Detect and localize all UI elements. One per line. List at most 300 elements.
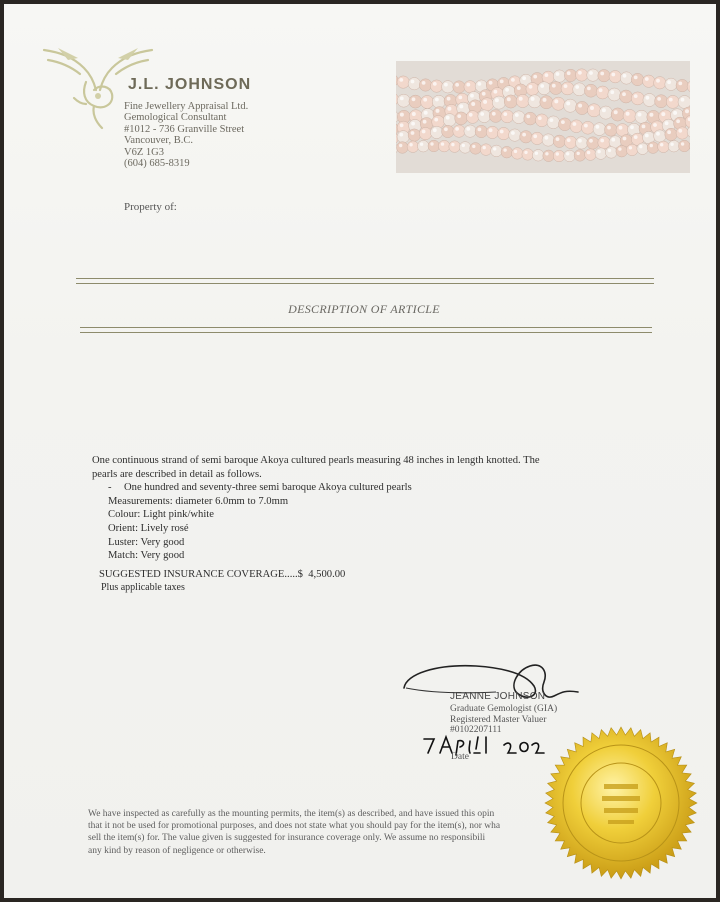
pearl-highlight bbox=[535, 152, 538, 155]
pearl bbox=[408, 129, 420, 141]
pearl-highlight bbox=[665, 121, 669, 125]
pearl bbox=[570, 120, 583, 133]
pearl bbox=[526, 83, 539, 96]
pearl-highlight bbox=[399, 133, 403, 137]
coverage-label: SUGGESTED INSURANCE COVERAGE.....$ bbox=[99, 569, 303, 580]
pearl-highlight bbox=[446, 116, 450, 120]
pearl-highlight bbox=[435, 98, 439, 102]
pearl-highlight bbox=[466, 83, 470, 87]
pearl-highlight bbox=[584, 124, 588, 128]
pearl-highlight bbox=[611, 73, 615, 77]
pearl bbox=[576, 137, 588, 149]
pearl bbox=[608, 88, 621, 101]
address-line: (604) 685-8319 bbox=[124, 158, 190, 170]
pearl-highlight bbox=[503, 112, 507, 116]
pearl bbox=[547, 116, 560, 129]
pearl bbox=[676, 79, 688, 91]
pearl bbox=[428, 140, 440, 152]
pearl-highlight bbox=[590, 106, 594, 110]
appraiser-signature bbox=[396, 652, 586, 712]
pearl bbox=[408, 78, 420, 90]
pearl bbox=[678, 96, 690, 109]
pearl-highlight bbox=[681, 142, 684, 145]
pearl bbox=[430, 80, 442, 92]
pearl-highlight bbox=[411, 131, 415, 135]
pearl bbox=[464, 81, 476, 93]
pearl bbox=[432, 95, 445, 108]
pearl bbox=[497, 127, 509, 139]
pearl bbox=[584, 84, 597, 97]
pearl bbox=[587, 104, 600, 117]
pearl-highlight bbox=[470, 94, 474, 98]
pearl bbox=[418, 140, 430, 152]
appraiser-designation: Registered Master Valuer bbox=[450, 714, 547, 725]
pearl-highlight bbox=[667, 130, 671, 134]
pearl-highlight bbox=[482, 92, 486, 96]
pearl-highlight bbox=[447, 97, 451, 101]
pearl bbox=[599, 106, 612, 119]
pearl bbox=[666, 95, 679, 108]
pearl-highlight bbox=[543, 98, 547, 102]
pearl-highlight bbox=[645, 77, 649, 81]
pearl bbox=[564, 150, 576, 162]
pearl-highlight bbox=[441, 142, 444, 145]
pearl-highlight bbox=[589, 139, 593, 143]
pearl bbox=[647, 142, 659, 154]
pearl-highlight bbox=[409, 143, 412, 146]
pearl bbox=[553, 150, 565, 162]
pearl-highlight bbox=[634, 94, 638, 98]
insurance-coverage bbox=[99, 569, 345, 580]
pearl bbox=[620, 90, 633, 103]
pearl bbox=[598, 70, 610, 82]
pearl bbox=[573, 83, 586, 96]
pearl-highlight bbox=[622, 92, 626, 96]
pearl-highlight bbox=[412, 112, 416, 116]
pearl bbox=[453, 125, 465, 137]
pearl-highlight bbox=[420, 143, 423, 146]
pearl-highlight bbox=[455, 83, 459, 87]
pearl bbox=[605, 123, 618, 136]
disclaimer-line: sell the item(s) for. The value given is suggested for insurance coverage only. We assume no responsibili bbox=[88, 833, 486, 844]
pearl bbox=[470, 143, 482, 155]
pearl-highlight bbox=[399, 144, 402, 147]
pearl-highlight bbox=[400, 123, 404, 127]
pearl-highlight bbox=[673, 111, 677, 115]
pearl bbox=[637, 143, 649, 155]
pearl-highlight bbox=[639, 145, 642, 148]
pearl-highlight bbox=[608, 149, 611, 152]
pearl-highlight bbox=[511, 78, 515, 82]
pearl-highlight bbox=[646, 96, 650, 100]
address-line: Fine Jewellery Appraisal Ltd. bbox=[124, 101, 249, 112]
pearl-highlight bbox=[458, 96, 462, 100]
pearl bbox=[553, 135, 565, 147]
pearl-highlight bbox=[653, 123, 657, 127]
pearl-highlight bbox=[533, 134, 537, 138]
pearl-highlight bbox=[623, 137, 627, 141]
pearl bbox=[605, 147, 617, 159]
pearl bbox=[616, 145, 628, 157]
pearl-highlight bbox=[400, 113, 404, 117]
pearl bbox=[466, 111, 479, 124]
pearl-highlight bbox=[630, 125, 634, 129]
pearl bbox=[480, 98, 493, 111]
appraisal-document bbox=[4, 4, 716, 898]
pearl-highlight bbox=[589, 71, 593, 75]
pearl-highlight bbox=[656, 132, 660, 136]
pearl-highlight bbox=[610, 90, 614, 94]
pearl bbox=[531, 132, 543, 144]
pearl-highlight bbox=[457, 114, 461, 118]
pearl-highlight bbox=[660, 143, 663, 146]
pearl-highlight bbox=[471, 102, 475, 106]
pearl-highlight bbox=[614, 110, 618, 114]
pearl-highlight bbox=[494, 90, 498, 94]
pearl bbox=[535, 114, 548, 127]
pearl-highlight bbox=[556, 152, 559, 155]
pearl-highlight bbox=[596, 125, 600, 129]
pearl-highlight bbox=[455, 127, 459, 131]
disclaimer-line: We have inspected as carefully as the mounting permits, the item(s) as described, and have issued this opin bbox=[88, 809, 495, 819]
pearl-highlight bbox=[597, 150, 600, 153]
pearl-highlight bbox=[423, 98, 427, 102]
pearl-highlight bbox=[685, 109, 689, 113]
pearl-highlight bbox=[459, 104, 463, 108]
address-line: #1012 - 736 Granville Street bbox=[124, 123, 245, 135]
pearl-highlight bbox=[538, 116, 542, 120]
pearl bbox=[676, 127, 688, 139]
disclaimer bbox=[88, 808, 558, 857]
pearl-highlight bbox=[577, 152, 580, 155]
pearl-highlight bbox=[669, 98, 673, 102]
pearl-highlight bbox=[489, 81, 493, 85]
pearl-highlight bbox=[567, 138, 571, 142]
pearl-highlight bbox=[681, 98, 685, 102]
pearl bbox=[501, 146, 513, 158]
appraiser-number: #0102207111 bbox=[450, 725, 502, 736]
company-name: J.L. JOHNSON bbox=[128, 76, 252, 93]
pearl bbox=[504, 95, 517, 108]
pearl-highlight bbox=[522, 133, 526, 137]
pearl bbox=[407, 141, 419, 153]
pearl-highlight bbox=[545, 73, 549, 77]
pearl bbox=[665, 78, 677, 90]
pearl-highlight bbox=[514, 150, 517, 153]
pearl bbox=[430, 126, 442, 138]
pearl bbox=[449, 141, 461, 153]
pearl-highlight bbox=[657, 97, 661, 101]
pearl bbox=[585, 149, 597, 161]
pearl-highlight bbox=[430, 142, 433, 145]
pearl-highlight bbox=[493, 147, 496, 150]
pearl-highlight bbox=[466, 127, 470, 131]
pearl-strand-photo bbox=[396, 61, 690, 173]
pearl bbox=[595, 148, 607, 160]
pearl-highlight bbox=[489, 128, 493, 132]
pearl-highlight bbox=[433, 82, 437, 86]
pearl bbox=[654, 130, 666, 142]
pearl bbox=[409, 95, 422, 108]
pearl-highlight bbox=[483, 100, 487, 104]
divider-rule bbox=[80, 332, 652, 333]
pearl bbox=[501, 110, 514, 123]
pearl-highlight bbox=[495, 98, 499, 102]
pearl-highlight bbox=[634, 76, 638, 80]
pearl-highlight bbox=[436, 109, 440, 113]
pearl-highlight bbox=[478, 82, 482, 86]
pearl bbox=[455, 112, 468, 125]
pearl-highlight bbox=[422, 130, 426, 134]
pearl bbox=[421, 96, 434, 109]
pearl bbox=[516, 94, 529, 107]
pearl-highlight bbox=[480, 112, 484, 116]
pearl-highlight bbox=[411, 80, 415, 84]
pearl bbox=[679, 140, 691, 152]
address-line: Gemological Consultant bbox=[124, 112, 227, 124]
pearl bbox=[561, 82, 574, 95]
divider-rule bbox=[76, 283, 654, 284]
pearl bbox=[631, 73, 643, 85]
pearl-highlight bbox=[578, 71, 582, 75]
pearl bbox=[397, 76, 409, 88]
pearl bbox=[609, 71, 621, 83]
disclaimer-line: any kind by reason of negligence or otherwise. bbox=[88, 845, 266, 856]
divider-rule bbox=[80, 327, 652, 328]
pearl-highlight bbox=[564, 84, 568, 88]
taxes-note: Plus applicable taxes bbox=[101, 582, 185, 593]
pearl-highlight bbox=[433, 128, 437, 132]
pearl-highlight bbox=[503, 148, 506, 151]
pearl-highlight bbox=[540, 84, 544, 88]
measurements-line: Measurements: diameter 6.0mm to 7.0mm bbox=[108, 495, 289, 507]
description-item bbox=[92, 481, 632, 495]
pearl bbox=[668, 140, 680, 152]
date-label: Date bbox=[451, 752, 469, 762]
pearl bbox=[464, 125, 476, 137]
pearl bbox=[540, 96, 553, 109]
pearl bbox=[397, 131, 409, 143]
pearl bbox=[631, 92, 644, 105]
pearl-highlight bbox=[519, 97, 523, 101]
pearl-highlight bbox=[600, 72, 604, 76]
pearl-highlight bbox=[670, 143, 673, 146]
pearl bbox=[397, 94, 410, 107]
pearl-highlight bbox=[444, 83, 448, 87]
pearl bbox=[438, 140, 450, 152]
pearl-highlight bbox=[507, 97, 511, 101]
pearl bbox=[509, 129, 521, 141]
pearl-highlight bbox=[629, 146, 632, 149]
pearl-highlight bbox=[575, 85, 579, 89]
pearl-highlight bbox=[587, 87, 591, 91]
pearl-highlight bbox=[411, 122, 415, 126]
luster-line: Luster: Very good bbox=[108, 536, 185, 548]
pearl bbox=[443, 114, 456, 127]
pearl bbox=[478, 110, 491, 123]
pearl-highlight bbox=[451, 143, 454, 146]
pearl bbox=[587, 69, 599, 81]
pearl-highlight bbox=[645, 134, 649, 138]
pearl bbox=[453, 81, 465, 93]
pearl bbox=[643, 94, 656, 107]
pearl-highlight bbox=[556, 137, 560, 141]
appraiser-title: Graduate Gemologist (GIA) bbox=[450, 704, 558, 714]
pearl bbox=[419, 79, 431, 91]
coverage-amount: 4,500.00 bbox=[308, 569, 346, 580]
pearl-highlight bbox=[676, 119, 680, 123]
item-text: One hundred and seventy-three semi baroque Akoya cultured pearls bbox=[124, 482, 412, 494]
description-intro: One continuous strand of semi baroque Akoya cultured pearls measuring 48 inches in length knotted. The bbox=[92, 455, 540, 466]
pearl bbox=[587, 137, 599, 149]
pearl-highlight bbox=[412, 97, 416, 101]
pearl bbox=[532, 150, 544, 162]
pearl-highlight bbox=[607, 126, 611, 130]
pearl bbox=[397, 142, 409, 154]
pearl-highlight bbox=[531, 97, 535, 101]
pearl bbox=[623, 109, 636, 122]
pearl bbox=[576, 101, 589, 114]
pearl bbox=[522, 149, 534, 161]
pearl-highlight bbox=[599, 88, 603, 92]
pearl-highlight bbox=[422, 81, 426, 85]
section-heading: DESCRIPTION OF ARTICLE bbox=[288, 302, 440, 316]
pearl-highlight bbox=[611, 138, 615, 142]
pearl bbox=[543, 150, 555, 162]
pearl bbox=[549, 82, 562, 95]
pearl-highlight bbox=[556, 72, 560, 76]
pearl bbox=[593, 123, 606, 136]
pearl-highlight bbox=[424, 111, 428, 115]
pearl bbox=[611, 108, 624, 121]
pearl-highlight bbox=[524, 151, 527, 154]
pearl bbox=[596, 86, 609, 99]
pearl bbox=[486, 126, 498, 138]
pearl bbox=[553, 70, 565, 82]
disclaimer-line: that it not be used for promotional purposes, and does not state what you should pay for the item(s), nor wha bbox=[88, 821, 501, 832]
pearl-highlight bbox=[517, 86, 521, 90]
pearl bbox=[542, 134, 554, 146]
pearl-highlight bbox=[661, 112, 665, 116]
pearl bbox=[598, 136, 610, 148]
pearl bbox=[626, 144, 638, 156]
colour-line: Colour: Light pink/white bbox=[108, 509, 214, 521]
address-line: V6Z 1G3 bbox=[124, 146, 164, 158]
pearl-highlight bbox=[444, 127, 448, 131]
pearl bbox=[654, 77, 666, 89]
pearl-highlight bbox=[515, 113, 519, 117]
pearl bbox=[442, 81, 454, 93]
property-of-label: Property of: bbox=[124, 201, 177, 213]
pearl-highlight bbox=[578, 104, 582, 108]
pearl-highlight bbox=[623, 74, 627, 78]
pearl-highlight bbox=[573, 122, 577, 126]
pearl-highlight bbox=[554, 99, 558, 103]
pearl bbox=[520, 131, 532, 143]
pearl-highlight bbox=[638, 113, 642, 117]
pearl-highlight bbox=[626, 112, 630, 116]
pearl bbox=[574, 150, 586, 162]
pearl-highlight bbox=[667, 80, 671, 84]
pearl bbox=[658, 141, 670, 153]
pearl-highlight bbox=[619, 126, 623, 130]
pearl bbox=[576, 69, 588, 81]
orient-line: Orient: Lively rosé bbox=[108, 522, 189, 534]
match-line: Match: Very good bbox=[108, 550, 185, 562]
company-address bbox=[124, 101, 248, 169]
pearl-highlight bbox=[642, 125, 646, 129]
pearl bbox=[558, 118, 571, 131]
pearl-highlight bbox=[618, 147, 621, 150]
pearl-highlight bbox=[492, 112, 496, 116]
pearl-highlight bbox=[678, 129, 682, 133]
pearl bbox=[492, 96, 505, 109]
pearl bbox=[538, 82, 551, 95]
pearl-highlight bbox=[566, 101, 570, 105]
pearl-highlight bbox=[434, 118, 438, 122]
article-description bbox=[92, 454, 632, 563]
pearl-highlight bbox=[533, 75, 537, 79]
pearl bbox=[665, 128, 677, 140]
pearl bbox=[524, 112, 537, 125]
pearl bbox=[564, 69, 576, 81]
divider-rule bbox=[76, 278, 654, 279]
pearl-highlight bbox=[447, 107, 451, 111]
pearl-highlight bbox=[566, 152, 569, 155]
pearl bbox=[552, 97, 565, 110]
pearl-highlight bbox=[634, 135, 638, 139]
pearl bbox=[528, 95, 541, 108]
pearl bbox=[442, 125, 454, 137]
pearl-highlight bbox=[500, 130, 504, 134]
pearl-highlight bbox=[545, 136, 549, 140]
pearl-highlight bbox=[399, 78, 403, 82]
address-line: Vancouver, B.C. bbox=[124, 135, 193, 147]
pearl bbox=[489, 110, 502, 123]
pearl-highlight bbox=[472, 145, 475, 148]
pearl-highlight bbox=[478, 128, 482, 132]
pearl-highlight bbox=[587, 151, 590, 154]
description-intro: pearls are described in detail as follows. bbox=[92, 468, 262, 480]
bullet-mark: - bbox=[108, 482, 112, 494]
pearl-highlight bbox=[483, 146, 486, 149]
handwritten-date bbox=[420, 731, 550, 761]
pearl-highlight bbox=[678, 82, 682, 86]
pearl-highlight bbox=[526, 115, 530, 119]
pearl bbox=[635, 110, 648, 123]
pearl-highlight bbox=[649, 113, 653, 117]
pearl bbox=[475, 125, 487, 137]
pearl-highlight bbox=[550, 118, 554, 122]
pearl-highlight bbox=[567, 71, 571, 75]
pearl-highlight bbox=[511, 131, 515, 135]
pearl bbox=[564, 99, 577, 112]
pearl bbox=[512, 111, 525, 124]
pearl-highlight bbox=[656, 79, 660, 83]
pearl bbox=[564, 136, 576, 148]
pearl-highlight bbox=[561, 120, 565, 124]
pearl bbox=[491, 145, 503, 157]
pearl-highlight bbox=[505, 88, 509, 92]
pearl-highlight bbox=[522, 76, 526, 80]
pearl bbox=[459, 142, 471, 154]
appraiser-name: JEANNE JOHNSON bbox=[450, 691, 546, 702]
pearl-highlight bbox=[578, 139, 582, 143]
pearl bbox=[620, 72, 632, 84]
pearl bbox=[512, 148, 524, 160]
pearl bbox=[480, 144, 492, 156]
pearl bbox=[643, 75, 655, 87]
